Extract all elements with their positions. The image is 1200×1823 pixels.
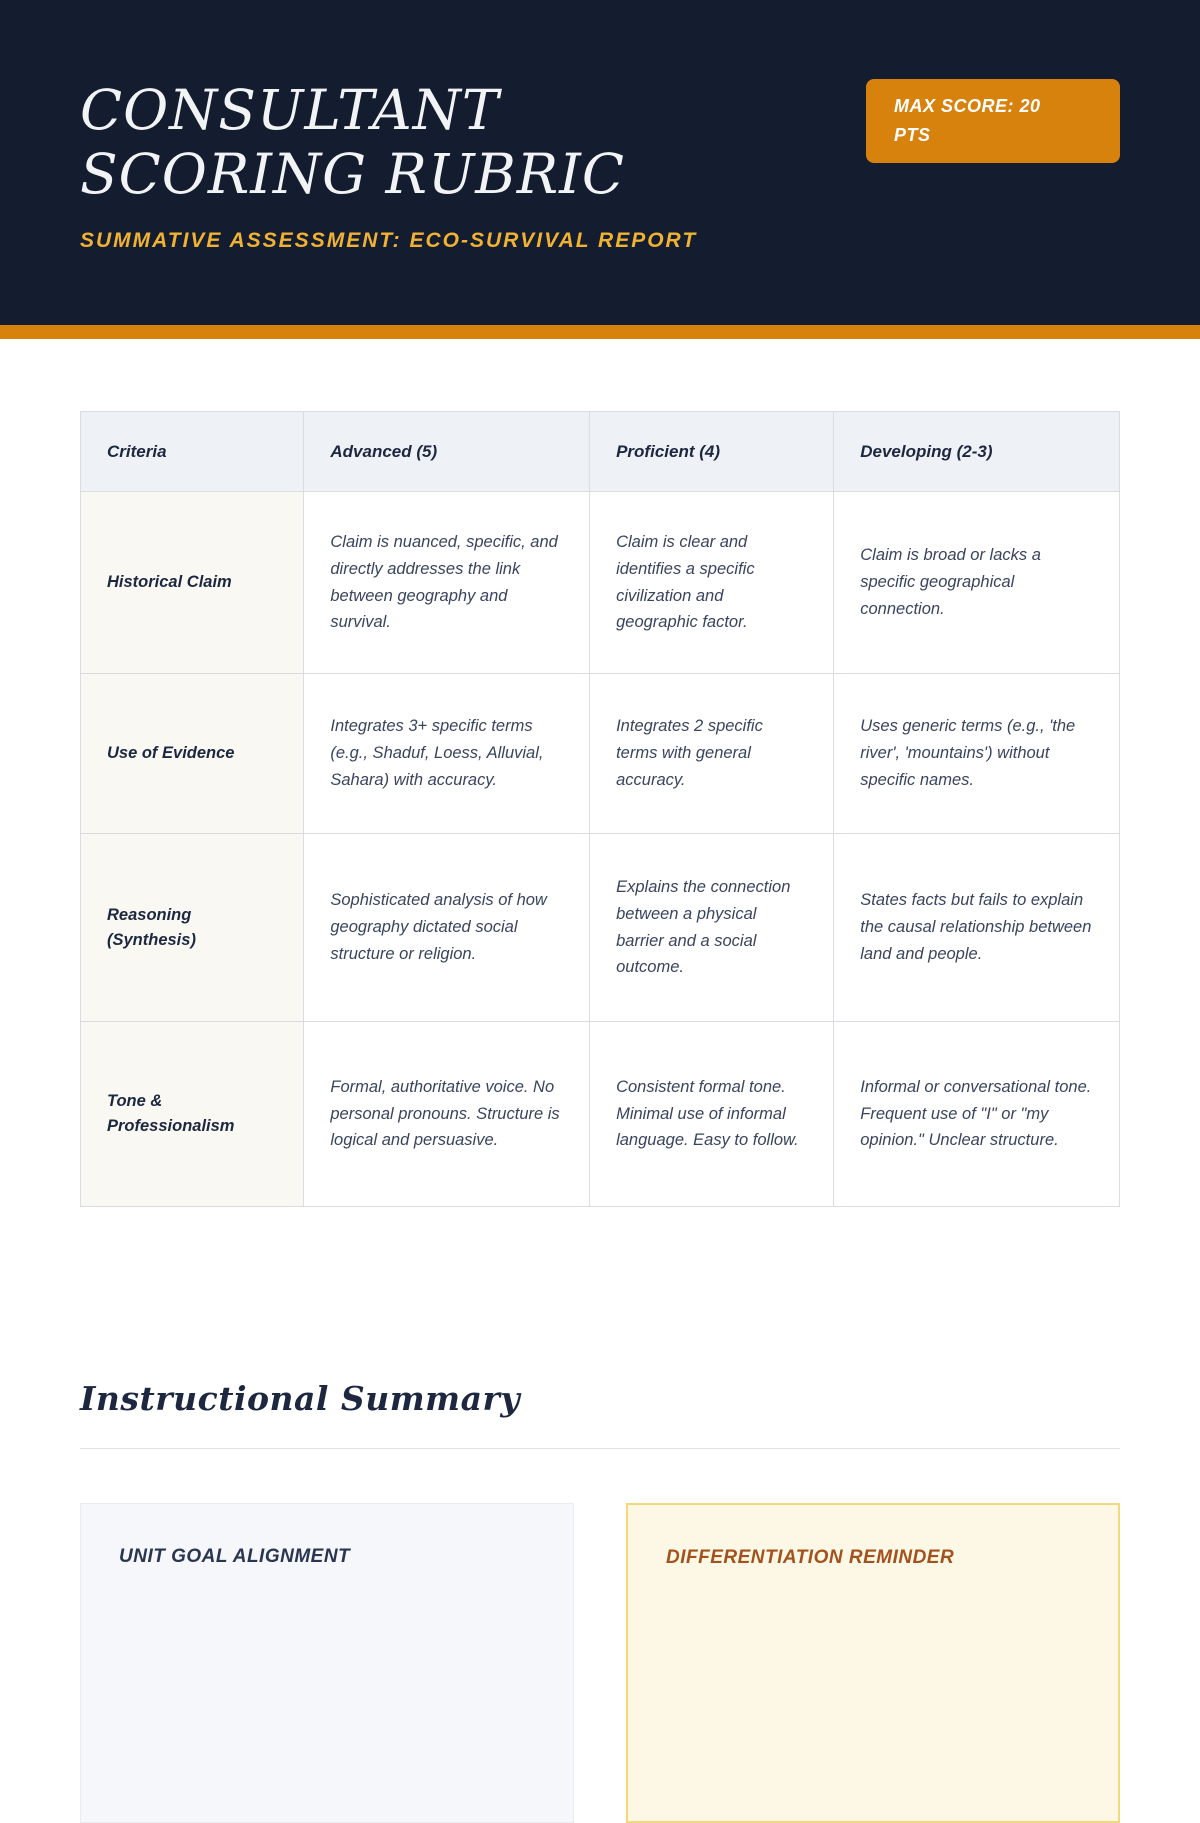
- proficient-cell: Claim is clear and identifies a specific civilization and geographic factor.: [590, 492, 834, 674]
- proficient-cell: Explains the connection between a physical barrier and a social outcome.: [590, 834, 834, 1022]
- rubric-header-row: [81, 412, 1120, 492]
- proficient-cell: Integrates 2 specific terms with general accuracy.: [590, 674, 834, 834]
- summary-boxes: [80, 1503, 1120, 1823]
- proficient-cell: Consistent formal tone. Minimal use of informal language. Easy to follow.: [590, 1022, 834, 1207]
- section-divider: [80, 1448, 1120, 1449]
- advanced-cell: Sophisticated analysis of how geography dictated social structure or religion.: [304, 834, 590, 1022]
- differentiation-reminder-box: [626, 1503, 1120, 1823]
- hero-title-block: [80, 78, 760, 253]
- criterion-cell: Use of Evidence: [81, 674, 304, 834]
- advanced-cell: Formal, authoritative voice. No personal pronouns. Structure is logical and persuasive.: [304, 1022, 590, 1207]
- advanced-cell: Claim is nuanced, specific, and directly addresses the link between geography and survival.: [304, 492, 590, 674]
- table-row-tone-professionalism: [81, 1022, 1120, 1207]
- max-score-badge: [866, 79, 1120, 163]
- column-header-criteria: Criteria: [81, 412, 304, 492]
- criterion-cell: Reasoning (Synthesis): [81, 834, 304, 1022]
- developing-cell: Uses generic terms (e.g., 'the river', 'mountains') without specific names.: [834, 674, 1120, 834]
- differentiation-reminder-title: DIFFERENTIATION REMINDER: [666, 1547, 955, 1568]
- criterion-cell: Tone & Professionalism: [81, 1022, 304, 1207]
- page-content: [0, 411, 1200, 1823]
- column-header-advanced: Advanced (5): [304, 412, 590, 492]
- table-row-use-of-evidence: [81, 674, 1120, 834]
- table-row-historical-claim: [81, 492, 1120, 674]
- developing-cell: Informal or conversational tone. Frequent use of "I" or "my opinion." Unclear structure.: [834, 1022, 1120, 1207]
- page-title: CONSULTANT SCORING RUBRIC: [80, 78, 625, 207]
- column-header-proficient: Proficient (4): [590, 412, 834, 492]
- hero-header: [0, 0, 1200, 339]
- developing-cell: Claim is broad or lacks a specific geographical connection.: [834, 492, 1120, 674]
- assessment-subtitle: SUMMATIVE ASSESSMENT: ECO-SURVIVAL REPORT: [80, 228, 698, 252]
- instructional-summary-heading: Instructional Summary: [80, 1379, 521, 1418]
- rubric-table: [80, 411, 1120, 1207]
- advanced-cell: Integrates 3+ specific terms (e.g., Shaduf, Loess, Alluvial, Sahara) with accuracy.: [304, 674, 590, 834]
- criterion-cell: Historical Claim: [81, 492, 304, 674]
- column-header-developing: Developing (2-3): [834, 412, 1120, 492]
- developing-cell: States facts but fails to explain the causal relationship between land and people.: [834, 834, 1120, 1022]
- unit-goal-alignment-title: UNIT GOAL ALIGNMENT: [119, 1546, 351, 1567]
- max-score-badge-label: MAX SCORE: 20 PTS: [894, 96, 1041, 145]
- table-row-reasoning-synthesis: [81, 834, 1120, 1022]
- unit-goal-alignment-box: [80, 1503, 574, 1823]
